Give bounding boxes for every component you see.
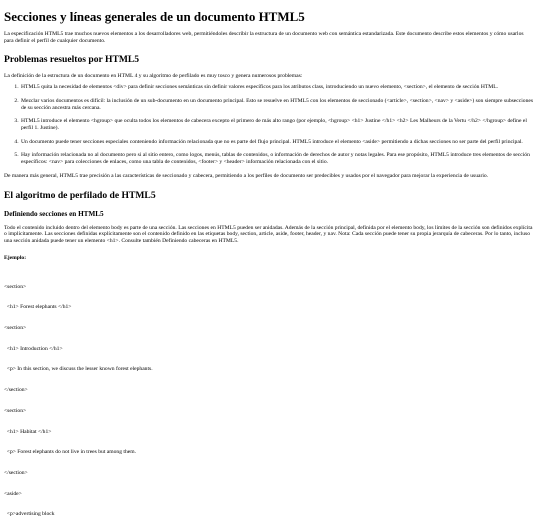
code-line: <section> [4, 407, 27, 414]
page-title: Secciones y líneas generales de un documento HTML5 [4, 9, 305, 24]
code-line: <section> [4, 324, 27, 331]
code-line: <p> Forest elephants do not live in trees but among them. [4, 449, 136, 456]
code-line: </section> [4, 470, 28, 477]
code-line: <h1> Habitat </h1> [4, 428, 52, 435]
list-item: 2. Mezclar varios documentos es difícil: la inclusión de un sub-documento en un documento principal. Esto se resuelve en HTML5 con los elementos de seccionado (<article>, <section>, <nav> y <aside>) son siempre subsecciones de su sección ancestra más cercana. [20, 98, 534, 112]
list-item: 3. HTML5 introduce el elemento <hgroup> que oculta todos los elementos de cabecera excepto el primero de más alto rango (por ejemplo, <hgroup> <h1> Justine </h1> <h2> Les Malheurs de la Vertu </h2> </hgroup> define el perfil 1. Justine). [20, 118, 534, 132]
algorithm-body-paragraph: Todo el contenido incluido dentro del elemento body es parte de una sección. Las secciones en HTML5 pueden ser anidadas. Además de la sección principal, definida por el elemento body, los límites de la sección son definidos explícita o implícitamente. Las secciones definidas explícitamente son el contenido definido en las etiquetas body, section, article, aside, footer, header, y nav. Nota: Cada sección puede tener su propia jerarquía de cabeceras. Por lo tanto, incluso una sección anidada puede tener un elemento <h1>. Consulte también Definiendo cabeceras en HTML5. [4, 224, 533, 245]
problems-lead-paragraph: La definición de la estructura de un documento en HTML 4 y su algoritmo de perfilado es muy tosco y genera numerosos problemas: [4, 72, 303, 79]
list-item: 4. Un documento puede tener secciones especiales conteniendo información relacionada que no es parte del flujo principal. HTML5 introduce el elemento <aside> permitiendo a dichas secciones no ser parte del perfil principal. [20, 139, 534, 146]
code-line: <p> In this section, we discuss the lesser known forest elephants. [4, 366, 153, 373]
code-line: <h1> Forest elephants </h1> [4, 304, 72, 311]
code-line: <section> [4, 283, 27, 290]
problems-list [4, 84, 534, 166]
defining-sections-heading: Definiendo secciones en HTML5 [4, 209, 104, 218]
code-line: </section> [4, 387, 28, 394]
list-item: 5. Hay información relacionada no al documento pero si al sitio entero, como logos, menús, tablas de contenidos, o información de derechos de autor y notas legales. Para ese propósito, HTML5 introduce tres elementos de sección específicos: <nav> para colecciones de enlaces, como una tabla de contenidos, <footer> y <header> información relacionada con el sitio. [20, 152, 534, 166]
intro-paragraph: La especificación HTML5 trae muchos nuevos elementos a los desarrolladores web, permitiéndoles describir la estructura de un documento web con semántica estandarizada. Este documento describe estos elementos y cómo usarlos para definir el perfil de cualquier documento. [4, 31, 524, 44]
code-line: <aside> [4, 490, 22, 497]
example-label: Ejemplo: [4, 254, 27, 261]
list-item: 1. HTML5 quita la necesidad de elementos <div> para definir secciones semánticas sin definir valores específicos para los atributos class, introduciendo un nuevo elemento, <section>, el elemento de sección HTML. [20, 84, 534, 91]
code-line: <p>advertising block [4, 511, 55, 518]
document-page [4, 0, 534, 532]
code-line: <h1> Introduction </h1> [4, 345, 63, 352]
problems-heading: Problemas resueltos por HTML5 [4, 53, 140, 65]
problems-summary-paragraph: De manera más general, HTML5 trae precisión a las características de seccionado y cabecera, permitiendo a los perfiles de documento ser predecibles y usados por el navegador para mejorar la experiencia de usuario. [4, 172, 489, 179]
code-example [4, 270, 534, 532]
algorithm-heading: El algoritmo de perfilado de HTML5 [4, 189, 156, 201]
